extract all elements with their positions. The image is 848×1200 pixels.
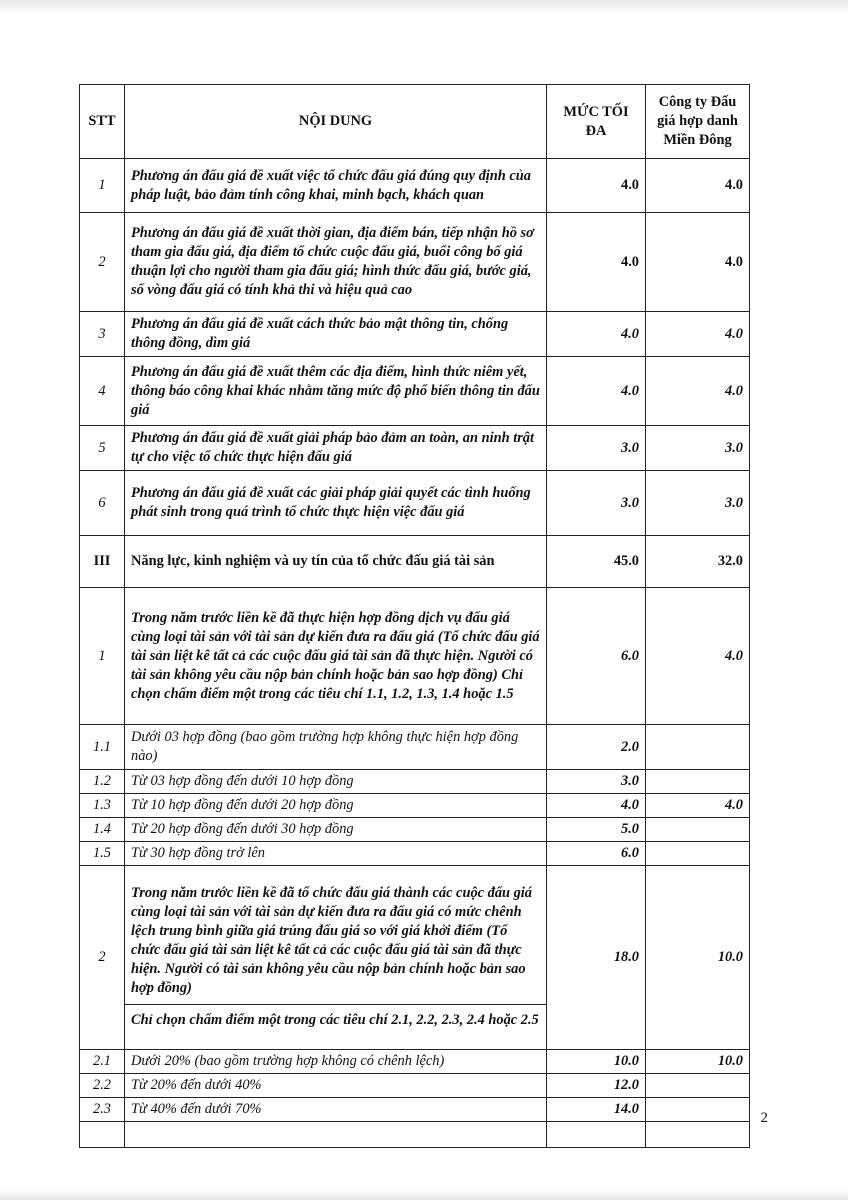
row-score (646, 1098, 750, 1122)
row-content: Phương án đấu giá đề xuất việc tổ chức đấu giá đúng quy định của pháp luật, bảo đảm tính công khai, minh bạch, khách quan (125, 159, 547, 213)
row-max: 3.0 (547, 471, 646, 536)
row-content (125, 866, 547, 1050)
row-max: 6.0 (547, 588, 646, 725)
table-row (80, 725, 750, 770)
table-row (80, 426, 750, 471)
empty-cell (547, 1122, 646, 1148)
page-number: 2 (760, 1110, 768, 1126)
row-stt: 1.2 (80, 770, 125, 794)
row-score (646, 1074, 750, 1098)
row-score (646, 770, 750, 794)
criterion-note: Chỉ chọn chấm điểm một trong các tiêu chí 2.1, 2.2, 2.3, 2.4 hoặc 2.5 (125, 1004, 546, 1038)
row-max: 4.0 (547, 312, 646, 357)
table-row (80, 357, 750, 426)
table-row (80, 818, 750, 842)
row-score: 4.0 (646, 213, 750, 312)
empty-cell (80, 1122, 125, 1148)
header-noi-dung: NỘI DUNG (125, 85, 547, 159)
row-content: Trong năm trước liền kề đã thực hiện hợp đồng dịch vụ đấu giá cùng loại tài sản với tài sản dự kiến đưa ra đấu giá (Tổ chức đấu giá tài sản liệt kê tất cả các cuộc đấu giá tài sản đã thực hiện. Người có tài sản không yêu cầu nộp bản chính hoặc bản sao hợp đồng) Chỉ chọn chấm điểm một trong các tiêu chí 1.1, 1.2, 1.3, 1.4 hoặc 1.5 (125, 588, 547, 725)
table-row (80, 471, 750, 536)
criterion-text: Trong năm trước liền kề đã tổ chức đấu giá thành các cuộc đấu giá cùng loại tài sản với tài sản dự kiến đưa ra đấu giá có mức chênh lệch trung bình giữa giá trúng đấu giá so với giá khởi điểm (Tổ chức đấu giá tài sản liệt kê tất cả các cuộc đấu giá tài sản đã thực hiện. Người có tài sản không yêu cầu nộp bản chính hoặc bản sao hợp đồng) (131, 884, 533, 996)
row-content: Dưới 03 hợp đồng (bao gồm trường hợp không thực hiện hợp đồng nào) (125, 725, 547, 770)
row-content: Từ 20 hợp đồng đến dưới 30 hợp đồng (125, 818, 547, 842)
table-section-row (80, 536, 750, 588)
row-stt: 3 (80, 312, 125, 357)
header-stt: STT (80, 85, 125, 159)
row-score: 10.0 (646, 1050, 750, 1074)
table-row (80, 159, 750, 213)
row-stt: 1 (80, 159, 125, 213)
table-row (80, 866, 750, 1050)
row-score (646, 818, 750, 842)
section-title: Năng lực, kinh nghiệm và uy tín của tổ chức đấu giá tài sản (125, 536, 547, 588)
row-content: Phương án đấu giá đề xuất cách thức bảo mật thông tin, chống thông đồng, dìm giá (125, 312, 547, 357)
row-score: 4.0 (646, 357, 750, 426)
row-max: 6.0 (547, 842, 646, 866)
empty-cell (646, 1122, 750, 1148)
row-score: 4.0 (646, 794, 750, 818)
row-content: Dưới 20% (bao gồm trường hợp không có chênh lệch) (125, 1050, 547, 1074)
row-stt: 2 (80, 213, 125, 312)
row-stt: 4 (80, 357, 125, 426)
row-max: 4.0 (547, 357, 646, 426)
row-stt: 1.3 (80, 794, 125, 818)
table-row (80, 588, 750, 725)
row-stt: 2.1 (80, 1050, 125, 1074)
section-score: 32.0 (646, 536, 750, 588)
row-stt: 1 (80, 588, 125, 725)
section-max: 45.0 (547, 536, 646, 588)
row-content: Phương án đấu giá đề xuất thời gian, địa điểm bán, tiếp nhận hồ sơ tham gia đấu giá, địa điểm tổ chức cuộc đấu giá, buổi công bố giá thuận lợi cho người tham gia đấu giá; hình thức đấu giá, bước giá, số vòng đấu giá có tính khả thi và hiệu quả cao (125, 213, 547, 312)
row-max: 3.0 (547, 426, 646, 471)
row-content: Từ 03 hợp đồng đến dưới 10 hợp đồng (125, 770, 547, 794)
row-max: 14.0 (547, 1098, 646, 1122)
row-content: Từ 10 hợp đồng đến dưới 20 hợp đồng (125, 794, 547, 818)
row-stt: 2.2 (80, 1074, 125, 1098)
table-row (80, 842, 750, 866)
row-content: Phương án đấu giá đề xuất các giải pháp giải quyết các tình huống phát sinh trong quá trình tổ chức thực hiện việc đấu giá (125, 471, 547, 536)
row-score (646, 842, 750, 866)
empty-cell (125, 1122, 547, 1148)
table-row (80, 213, 750, 312)
row-content: Phương án đấu giá đề xuất thêm các địa điểm, hình thức niêm yết, thông báo công khai khác nhằm tăng mức độ phổ biến thông tin đấu giá (125, 357, 547, 426)
row-max: 10.0 (547, 1050, 646, 1074)
row-max: 5.0 (547, 818, 646, 842)
row-content: Từ 40% đến dưới 70% (125, 1098, 547, 1122)
row-score: 4.0 (646, 312, 750, 357)
row-content: Từ 30 hợp đồng trở lên (125, 842, 547, 866)
row-score (646, 725, 750, 770)
row-score: 10.0 (646, 866, 750, 1050)
row-stt: 1.1 (80, 725, 125, 770)
row-content: Từ 20% đến dưới 40% (125, 1074, 547, 1098)
row-content: Phương án đấu giá đề xuất giải pháp bảo đảm an toàn, an ninh trật tự cho việc tổ chức thực hiện đấu giá (125, 426, 547, 471)
section-stt: III (80, 536, 125, 588)
header-company: Công ty Đấu giá hợp danh Miền Đông (646, 85, 750, 159)
row-max: 3.0 (547, 770, 646, 794)
row-stt: 1.5 (80, 842, 125, 866)
row-stt: 1.4 (80, 818, 125, 842)
row-stt: 2 (80, 866, 125, 1050)
row-stt: 2.3 (80, 1098, 125, 1122)
row-score: 4.0 (646, 159, 750, 213)
row-stt: 5 (80, 426, 125, 471)
row-score: 3.0 (646, 471, 750, 536)
scan-edge-bottom (0, 1190, 848, 1200)
row-score: 4.0 (646, 588, 750, 725)
scan-edge-top (0, 0, 848, 14)
scoring-table (79, 84, 750, 1148)
row-max: 12.0 (547, 1074, 646, 1098)
table-row-continued (80, 1122, 750, 1148)
table-header-row (80, 85, 750, 159)
table-row (80, 1074, 750, 1098)
header-muc-toi-da: MỨC TỐI ĐA (547, 85, 646, 159)
table-row (80, 312, 750, 357)
row-max: 18.0 (547, 866, 646, 1050)
row-stt: 6 (80, 471, 125, 536)
row-max: 4.0 (547, 213, 646, 312)
table-row (80, 1098, 750, 1122)
row-score: 3.0 (646, 426, 750, 471)
table-row (80, 770, 750, 794)
table-row (80, 794, 750, 818)
row-max: 4.0 (547, 794, 646, 818)
table-row (80, 1050, 750, 1074)
row-max: 4.0 (547, 159, 646, 213)
row-max: 2.0 (547, 725, 646, 770)
